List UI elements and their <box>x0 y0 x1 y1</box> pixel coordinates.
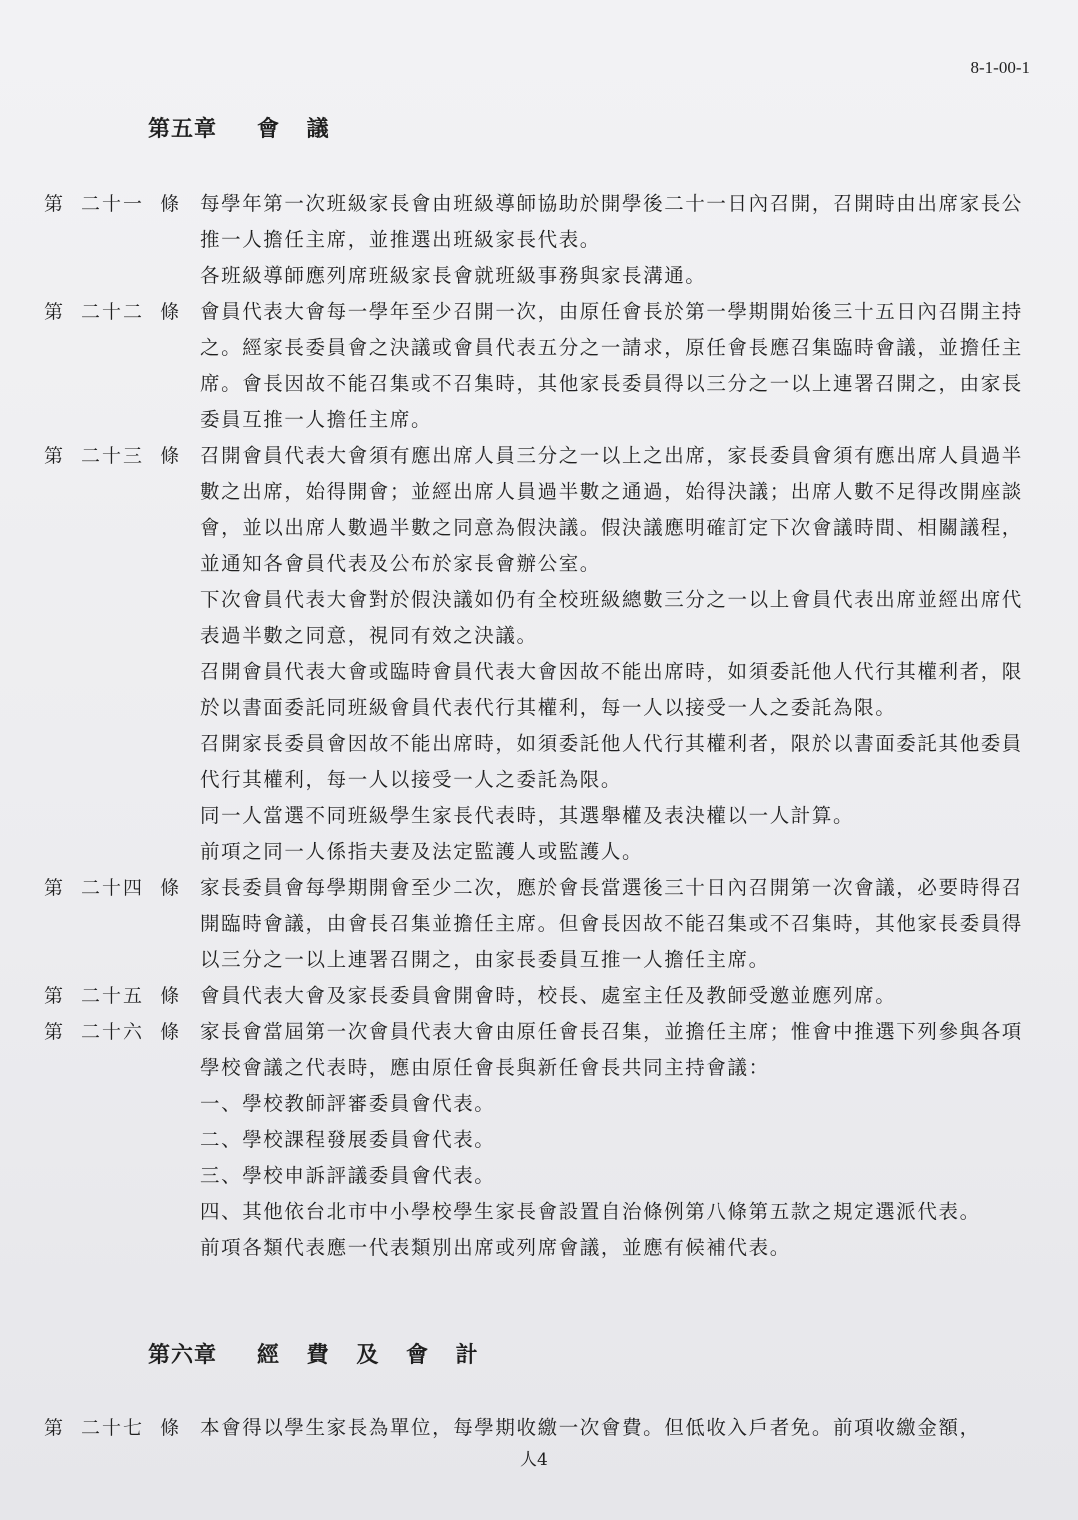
article-body <box>200 870 1030 978</box>
article-paragraph: 召開會員代表大會須有應出席人員三分之一以上之出席，家長委員會須有應出席人員過半數之出席，始得開會；並經出席人員過半數之通過，始得決議；出席人數不足得改開座談會，並以出席人數過半數之同意為假決議。假決議應明確訂定下次會議時間、相關議程，並通知各會員代表及公布於家長會辦公室。 <box>200 444 1023 575</box>
chapter-5-articles <box>0 186 1078 1266</box>
document-number: 8-1-00-1 <box>970 58 1030 77</box>
article <box>0 870 1078 978</box>
article-paragraph: 四、其他依台北市中小學校學生家長會設置自治條例第八條第五款之規定選派代表。 <box>200 1200 981 1223</box>
article-paragraph: 召開會員代表大會或臨時會員代表大會因故不能出席時，如須委託他人代行其權利者，限於以書面委託同班級會員代表代行其權利，每一人以接受一人之委託為限。 <box>200 660 1023 719</box>
chapter-6-label: 第六章 <box>148 1342 218 1368</box>
article <box>0 438 1078 870</box>
article-label: 第 二十一 條 <box>44 193 182 215</box>
article-label: 第 二十四 條 <box>44 877 182 899</box>
article-paragraph: 召開家長委員會因故不能出席時，如須委託他人代行其權利者，限於以書面委託其他委員代行其權利，每一人以接受一人之委託為限。 <box>200 732 1023 791</box>
article-paragraph: 家長委員會每學期開會至少二次，應於會長當選後三十日內召開第一次會議，必要時得召開臨時會議，由會長召集並擔任主席。但會長因故不能召集或不召集時，其他家長委員得以三分之一以上連署召開之，由家長委員互推一人擔任主席。 <box>200 876 1023 971</box>
article-label: 第 二十五 條 <box>44 985 182 1007</box>
article-paragraph: 一、學校教師評審委員會代表。 <box>200 1092 496 1115</box>
chapter-5-heading <box>148 112 339 143</box>
article-label: 第 二十三 條 <box>44 445 182 467</box>
article-paragraph: 會員代表大會及家長委員會開會時，校長、處室主任及教師受邀並應列席。 <box>200 984 897 1007</box>
article <box>0 186 1078 294</box>
article-paragraph: 前項之同一人係指夫妻及法定監護人或監護人。 <box>200 840 644 863</box>
chapter-5-name: 會 議 <box>257 116 339 142</box>
chapter-6-articles <box>0 1410 1078 1446</box>
chapter-6-name: 經 費 及 會 計 <box>257 1342 488 1368</box>
article-label: 第 二十六 條 <box>44 1021 182 1043</box>
article <box>0 294 1078 438</box>
article-body <box>200 294 1030 438</box>
article-paragraph: 本會得以學生家長為單位，每學期收繳一次會費。但低收入戶者免。前項收繳金額， <box>200 1416 981 1439</box>
page-number: 人4 <box>520 1450 548 1470</box>
article-paragraph: 會員代表大會每一學年至少召開一次，由原任會長於第一學期開始後三十五日內召開主持之。經家長委員會之決議或會員代表五分之一請求，原任會長應召集臨時會議，並擔任主席。會長因故不能召集或不召集時，其他家長委員得以三分之一以上連署召開之，由家長委員互推一人擔任主席。 <box>200 300 1023 431</box>
article-body <box>200 438 1030 870</box>
article-paragraph: 前項各類代表應一代表類別出席或列席會議，並應有候補代表。 <box>200 1236 791 1259</box>
article <box>0 978 1078 1014</box>
article-body <box>200 186 1030 294</box>
article-paragraph: 下次會員代表大會對於假決議如仍有全校班級總數三分之一以上會員代表出席並經出席代表過半數之同意，視同有效之決議。 <box>200 588 1023 647</box>
article-label: 第 二十七 條 <box>44 1417 182 1439</box>
article-paragraph: 每學年第一次班級家長會由班級導師協助於開學後二十一日內召開，召開時由出席家長公推一人擔任主席，並推選出班級家長代表。 <box>200 192 1023 251</box>
article-body <box>200 1410 1030 1446</box>
chapter-6-heading <box>148 1338 488 1369</box>
article-paragraph: 二、學校課程發展委員會代表。 <box>200 1128 496 1151</box>
article-label: 第 二十二 條 <box>44 301 182 323</box>
article <box>0 1410 1078 1446</box>
article-paragraph: 同一人當選不同班級學生家長代表時，其選舉權及表決權以一人計算。 <box>200 804 855 827</box>
article-paragraph: 家長會當屆第一次會員代表大會由原任會長召集，並擔任主席；惟會中推選下列參與各項學校會議之代表時，應由原任會長與新任會長共同主持會議： <box>200 1020 1023 1079</box>
article-paragraph: 各班級導師應列席班級家長會就班級事務與家長溝通。 <box>200 264 707 287</box>
article <box>0 1014 1078 1266</box>
article-body <box>200 1014 1030 1266</box>
article-body <box>200 978 1030 1014</box>
chapter-5-label: 第五章 <box>148 116 218 142</box>
article-paragraph: 三、學校申訴評議委員會代表。 <box>200 1164 496 1187</box>
